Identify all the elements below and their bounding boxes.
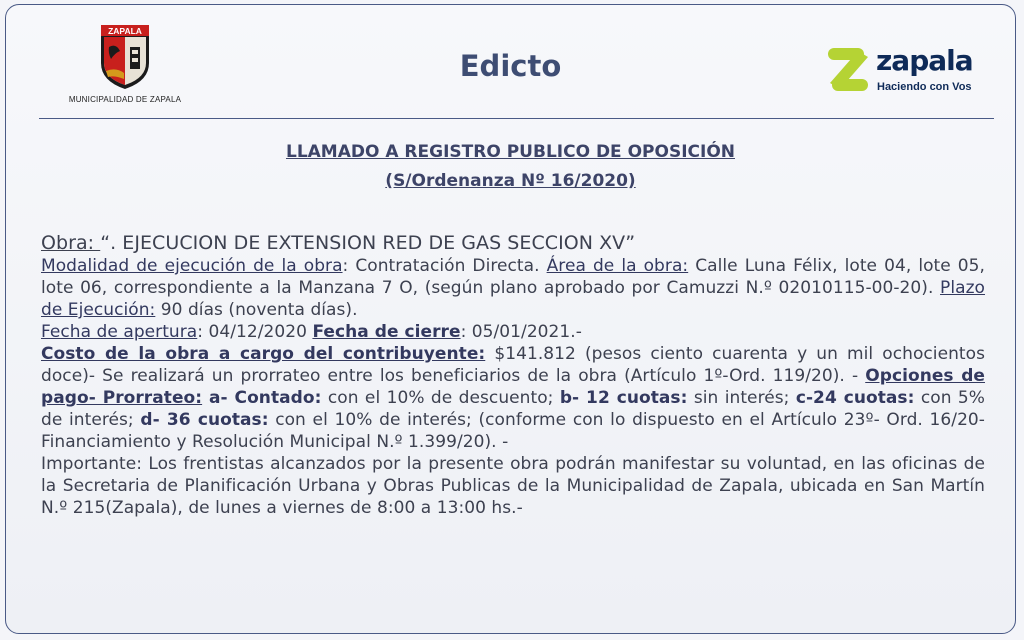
plazo-label: Plazo de Ejecución: (41, 278, 985, 320)
obra-label: Obra: (41, 232, 101, 254)
cuotas36-label: d- 36 cuotas: (140, 410, 269, 430)
page-title: Edicto (459, 49, 562, 83)
opciones-label: Opciones de pago- Prorrateo: (41, 366, 985, 408)
cierre-value: : 05/01/2021.- (460, 322, 582, 342)
costo-value: $141.812 (pesos ciento cuarenta y un mil ochocientos doce)- Se realizará un prorrateo entre los beneficiarios de la obra (Artículo 1º-Ord. 119/20). - (41, 344, 985, 386)
municipality-label: MUNICIPALIDAD DE ZAPALA (68, 95, 182, 104)
brand-logo (826, 43, 996, 97)
cuotas12-label: b- 12 cuotas: (559, 388, 688, 408)
edict-card (5, 4, 1016, 634)
cierre-label: Fecha de cierre (312, 322, 461, 342)
plazo-value: 90 días (noventa días). (155, 300, 358, 320)
notice-heading: LLAMADO A REGISTRO PUBLICO DE OPOSICIÓN (285, 142, 735, 162)
cuotas24-value: con 5% de interés; (41, 388, 985, 430)
importante-paragraph: Importante: Los frentistas alcanzados por la presente obra podrán manifestar su voluntad, en las oficinas de la Secretaria de Planificación Urbana y Obras Publicas de la Municipalidad de Zapala, ubicada en San Martín N.º 215(Zapala), de lunes a viernes de 8:00 a 13:00 hs.- (41, 454, 985, 518)
zapala-z-icon (826, 45, 870, 95)
brand-tagline: Haciendo con Vos (877, 81, 972, 93)
cuotas12-value: sin interés; (687, 388, 796, 408)
details-paragraph (41, 255, 985, 321)
cuotas36-value: con el 10% de interés; (conforme con lo dispuesto en el Artículo 23º- Ord. 16/20- Financiamiento y Resolución Municipal N.º 1.399/20). - (41, 410, 985, 452)
brand-name: zapala (876, 44, 973, 77)
dates-paragraph (41, 321, 985, 343)
costs-paragraph (41, 343, 985, 453)
contado-label: a- Contado: (202, 388, 322, 408)
ordinance-heading: (S/Ordenanza Nº 16/2020) (385, 171, 636, 191)
cuotas24-label: c-24 cuotas: (795, 388, 915, 408)
svg-text:ZAPALA: ZAPALA (108, 26, 142, 36)
modalidad-value: : Contratación Directa. (342, 256, 547, 276)
edict-body (41, 231, 985, 519)
apertura-label: Fecha de apertura (41, 322, 198, 342)
obra-value: “. EJECUCION DE EXTENSION RED DE GAS SECCION XV” (100, 232, 636, 254)
area-value: Calle Luna Félix, lote 04, lote 05, lote 06, correspondiente a la Manzana 7 O, (según plano aprobado por Camuzzi N.º 02010115-00-20). (41, 256, 985, 298)
modalidad-label: Modalidad de ejecución de la obra (41, 256, 343, 276)
obra-paragraph (41, 231, 985, 255)
contado-value: con el 10% de descuento; (321, 388, 560, 408)
area-label: Área de la obra: (546, 256, 689, 276)
costo-label: Costo de la obra a cargo del contribuyente: (41, 344, 486, 364)
apertura-value: : 04/12/2020 (197, 322, 313, 342)
header-divider (39, 118, 994, 119)
